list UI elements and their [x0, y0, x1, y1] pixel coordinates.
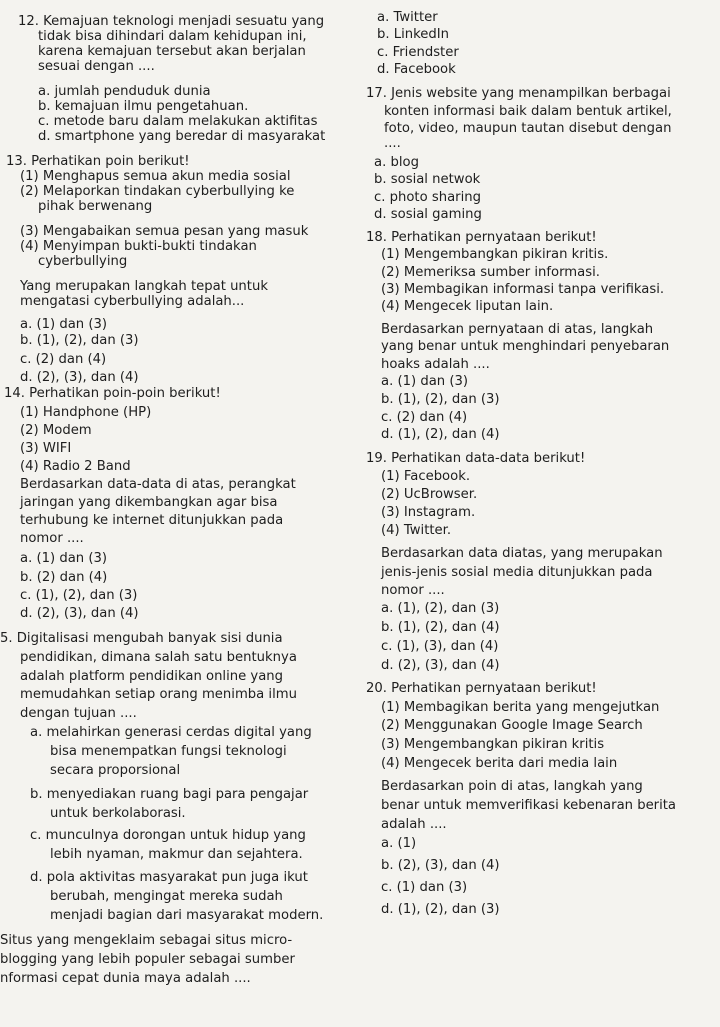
answer-option: c. photo sharing: [374, 190, 481, 205]
answer-option: c. (1) dan (3): [381, 880, 468, 895]
statement-item: (1) Mengembangkan pikiran kritis.: [381, 247, 609, 262]
answer-option: d. Facebook: [377, 62, 456, 77]
question-15-line: 5. Digitalisasi mengubah banyak sisi dunia: [0, 631, 283, 646]
answer-option: a. Twitter: [377, 10, 438, 25]
statement-item: (2) UcBrowser.: [381, 487, 478, 502]
answer-option: c. Friendster: [377, 45, 459, 60]
question-15-line: adalah platform pendidikan online yang: [20, 669, 284, 684]
question-15-line: pendidikan, dimana salah satu bentuknya: [20, 650, 297, 665]
statement-item: (1) Membagikan berita yang mengejutkan: [381, 700, 660, 715]
question-18-line: yang benar untuk menghindari penyebaran: [381, 339, 670, 354]
question-12-line: sesuai dengan ....: [38, 59, 155, 74]
question-18-line: 18. Perhatikan pernyataan berikut!: [366, 230, 597, 245]
answer-option: a. (1) dan (3): [381, 374, 469, 389]
question-14-line: terhubung ke internet ditunjukkan pada: [20, 513, 284, 528]
answer-option: b. LinkedIn: [377, 27, 450, 42]
answer-option: b. (1), (2), dan (3): [381, 392, 500, 407]
statement-item: (1) Handphone (HP): [20, 405, 152, 420]
question-12-line: tidak bisa dihindari dalam kehidupan ini,: [38, 29, 307, 44]
statement-item: (1) Menghapus semua akun media sosial: [20, 169, 291, 184]
answer-option: d. (2), (3), dan (4): [381, 658, 500, 673]
question-17-line: 17. Jenis website yang menampilkan berbagai: [366, 86, 671, 101]
answer-option: bisa menempatkan fungsi teknologi: [50, 744, 287, 759]
question-13-line: Yang merupakan langkah tepat untuk: [20, 279, 268, 294]
answer-option: a. (1): [381, 836, 417, 851]
question-19-line: nomor ....: [381, 583, 445, 598]
statement-item: (2) Modem: [20, 423, 92, 438]
statement-item: (4) Radio 2 Band: [20, 459, 131, 474]
answer-option: d. sosial gaming: [374, 207, 482, 222]
statement-item: (3) WIFI: [20, 441, 72, 456]
answer-option: b. kemajuan ilmu pengetahuan.: [38, 99, 249, 114]
answer-option: lebih nyaman, makmur dan sejahtera.: [50, 847, 303, 862]
answer-option: berubah, mengingat mereka sudah: [50, 889, 283, 904]
answer-option: untuk berkolaborasi.: [50, 806, 186, 821]
question-20-line: Berdasarkan poin di atas, langkah yang: [381, 779, 643, 794]
answer-option: c. (2) dan (4): [20, 352, 107, 367]
answer-option: c. (1), (3), dan (4): [381, 639, 499, 654]
statement-item: (4) Mengecek liputan lain.: [381, 299, 554, 314]
answer-option: b. (2) dan (4): [20, 570, 108, 585]
answer-option: d. (1), (2), dan (3): [381, 902, 500, 917]
statement-item: (2) Melaporkan tindakan cyberbullying ke: [20, 184, 295, 199]
question-19-line: jenis-jenis sosial media ditunjukkan pada: [381, 565, 653, 580]
answer-option: d. pola aktivitas masyarakat pun juga ikut: [30, 870, 308, 885]
answer-option: c. munculnya dorongan untuk hidup yang: [30, 828, 306, 843]
answer-option: b. menyediakan ruang bagi para pengajar: [30, 787, 309, 802]
question-18-line: Berdasarkan pernyataan di atas, langkah: [381, 322, 654, 337]
answer-option: b. (1), (2), dan (4): [381, 620, 500, 635]
answer-option: b. sosial netwok: [374, 172, 481, 187]
question-19-line: Berdasarkan data diatas, yang merupakan: [381, 546, 663, 561]
question-15-line: dengan tujuan ....: [20, 706, 137, 721]
question-17-line: konten informasi baik dalam bentuk artikel,: [384, 104, 672, 119]
question-12-line: karena kemajuan tersebut akan berjalan: [38, 44, 306, 59]
answer-option: b. (2), (3), dan (4): [381, 858, 500, 873]
question-13-line: mengatasi cyberbullying adalah...: [20, 294, 245, 309]
statement-item: (4) Twitter.: [381, 523, 452, 538]
question-17-line: ....: [384, 136, 401, 151]
answer-option: b. (1), (2), dan (3): [20, 333, 139, 348]
answer-option: c. metode baru dalam melakukan aktifitas: [38, 114, 318, 129]
answer-option: d. (2), (3), dan (4): [20, 370, 139, 385]
answer-option: a. (1) dan (3): [20, 317, 108, 332]
answer-option: a. (1) dan (3): [20, 551, 108, 566]
answer-option: a. jumlah penduduk dunia: [38, 84, 211, 99]
statement-item: pihak berwenang: [38, 199, 153, 214]
question-17-line: foto, video, maupun tautan disebut dengan: [384, 121, 672, 136]
statement-item: (4) Menyimpan bukti-bukti tindakan: [20, 239, 257, 254]
answer-option: c. (2) dan (4): [381, 410, 468, 425]
question-14-line: 14. Perhatikan poin-poin berikut!: [4, 386, 221, 401]
question-18-line: hoaks adalah ....: [381, 357, 490, 372]
question-20-line: 20. Perhatikan pernyataan berikut!: [366, 681, 597, 696]
statement-item: (3) Instagram.: [381, 505, 476, 520]
answer-option: d. (2), (3), dan (4): [20, 606, 139, 621]
answer-option: d. smartphone yang beredar di masyarakat: [38, 129, 326, 144]
question-12-line: 12. Kemajuan teknologi menjadi sesuatu yang: [18, 14, 325, 29]
statement-item: (3) Mengabaikan semua pesan yang masuk: [20, 224, 309, 239]
question-13-line: 13. Perhatikan poin berikut!: [6, 154, 190, 169]
question-20-line: benar untuk memverifikasi kebenaran berita: [381, 798, 677, 813]
answer-option: c. (1), (2), dan (3): [20, 588, 138, 603]
answer-option: a. (1), (2), dan (3): [381, 601, 500, 616]
answer-option: a. blog: [374, 155, 419, 170]
answer-option: menjadi bagian dari masyarakat modern.: [50, 908, 324, 923]
question-14-line: nomor ....: [20, 531, 84, 546]
answer-option: d. (1), (2), dan (4): [381, 427, 500, 442]
statement-item: (2) Menggunakan Google Image Search: [381, 718, 643, 733]
answer-option: a. melahirkan generasi cerdas digital yang: [30, 725, 312, 740]
statement-item: (1) Facebook.: [381, 469, 471, 484]
question-14-line: jaringan yang dikembangkan agar bisa: [20, 495, 278, 510]
question-16-line: blogging yang lebih populer sebagai sumber: [0, 952, 295, 967]
question-19-line: 19. Perhatikan data-data berikut!: [366, 451, 586, 466]
answer-option: secara proporsional: [50, 763, 181, 778]
statement-item: cyberbullying: [38, 254, 128, 269]
question-15-line: memudahkan setiap orang menimba ilmu: [20, 687, 297, 702]
statement-item: (4) Mengecek berita dari media lain: [381, 756, 618, 771]
question-14-line: Berdasarkan data-data di atas, perangkat: [20, 477, 296, 492]
question-20-line: adalah ....: [381, 817, 447, 832]
question-16-line: nformasi cepat dunia maya adalah ....: [0, 971, 251, 986]
statement-item: (3) Mengembangkan pikiran kritis: [381, 737, 605, 752]
question-16-line: Situs yang mengeklaim sebagai situs micro-: [0, 933, 293, 948]
statement-item: (2) Memeriksa sumber informasi.: [381, 265, 600, 280]
statement-item: (3) Membagikan informasi tanpa verifikasi.: [381, 282, 665, 297]
